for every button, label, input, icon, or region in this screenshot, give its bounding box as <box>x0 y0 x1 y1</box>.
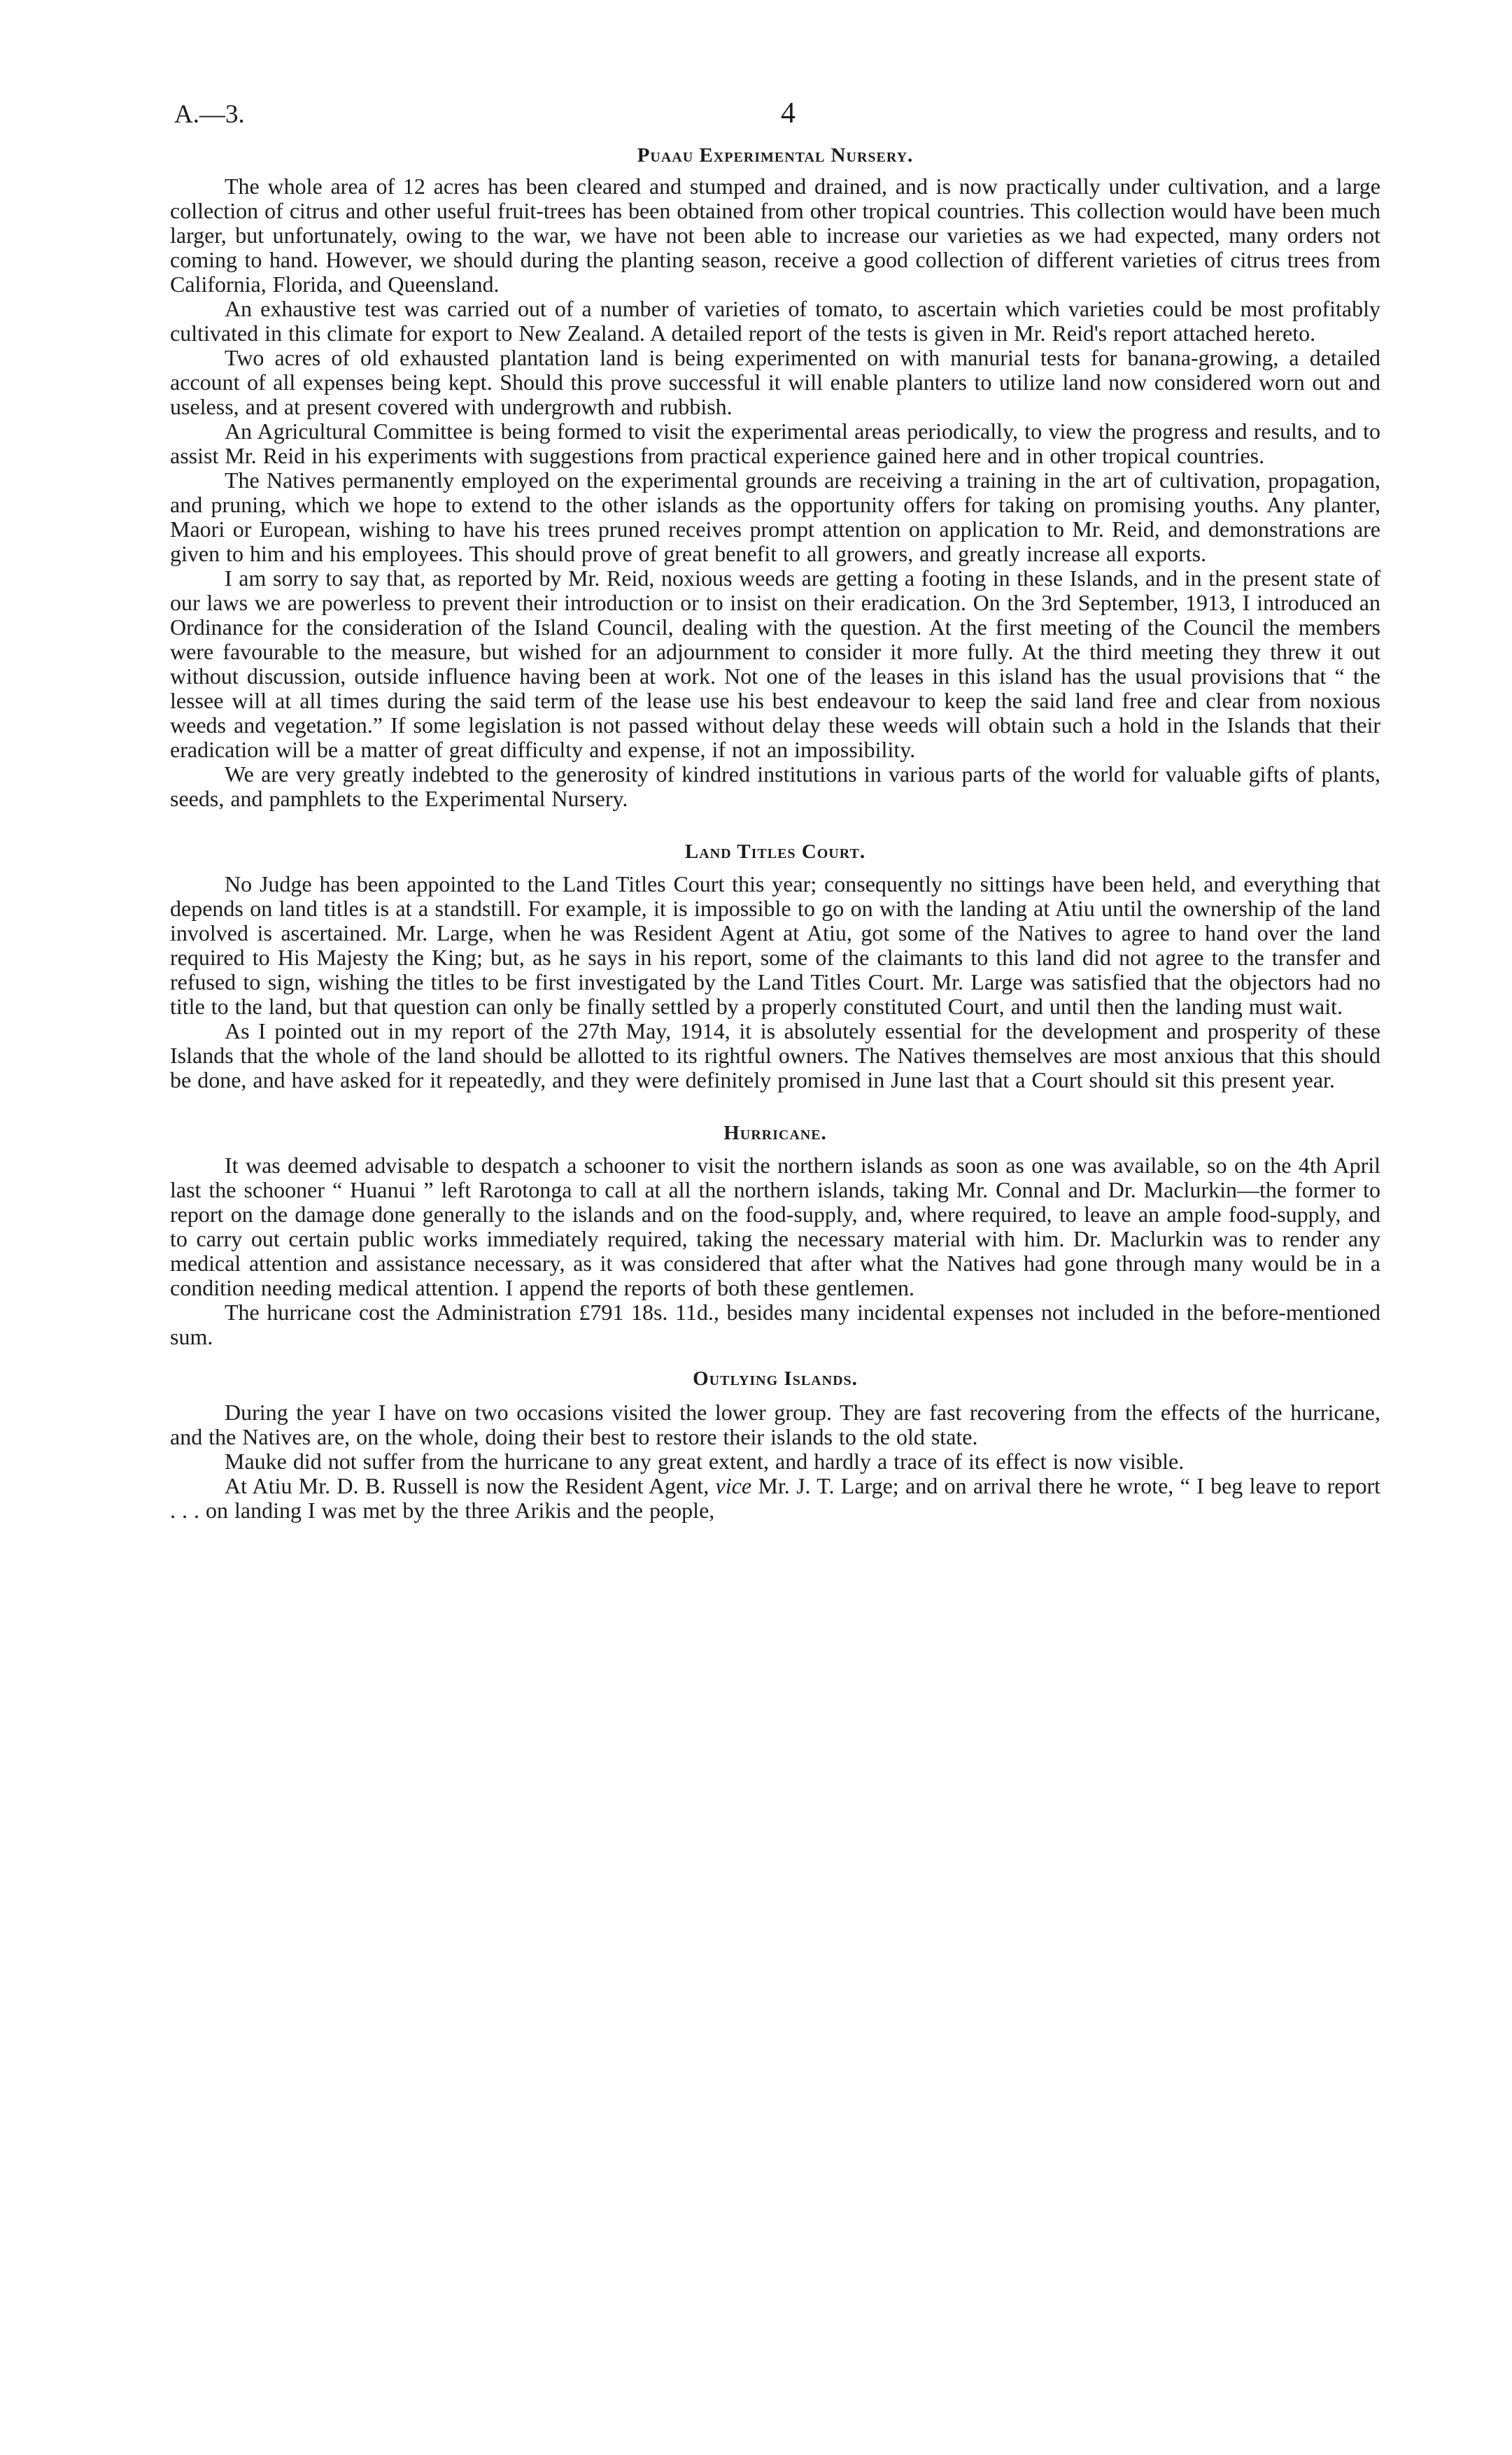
document-reference: A.—3. <box>174 100 245 129</box>
paragraph: An exhaustive test was carried out of a number of varieties of tomato, to ascertain which varieties could be most profitably cultivated in this climate for export to New Zealand. A detailed report of the tests is given in Mr. Reid's report attached hereto. <box>170 296 1380 346</box>
paragraph: No Judge has been appointed to the Land Titles Court this year; consequently no sittings have been held, and everything that depends on land titles is at a standstill. For example, it is impossible to go on with the landing at Atiu until the ownership of the land involved is ascertained. Mr. Large, when he was Resident Agent at Atiu, got some of the Natives to agree to hand over the land required to His Majesty the King; but, as he says in his report, some of the claimants to this land did not agree to the transfer and refused to sign, wishing the titles to be first investigated by the Land Titles Court. Mr. Large was satisfied that the objectors had no title to the land, but that question can only be finally settled by a properly constituted Court, and until then the landing must wait. <box>170 871 1380 1019</box>
section-title: Land Titles Court. <box>684 840 866 863</box>
section-title: Hurricane. <box>723 1122 827 1144</box>
paragraph: The whole area of 12 acres has been cleared and stumped and drained, and is now practically under cultivation, and a large collection of citrus and other useful fruit-trees has been obtained from other tropical countries. This collection would have been much larger, but unfortunately, owing to the war, we have not been able to increase our varieties as we had expected, many orders not coming to hand. However, we should during the planting season, receive a good collection of different varieties of citrus trees from California, Florida, and Queensland. <box>170 174 1380 297</box>
paragraph: I am sorry to say that, as reported by Mr. Reid, noxious weeds are getting a footing in these Islands, and in the present state of our laws we are powerless to prevent their introduction or to insist on their eradication. On the 3rd September, 1913, I introduced an Ordinance for the consideration of the Island Council, dealing with the question. At the first meeting of the Council the members were favourable to the measure, but wished for an adjournment to consider it more fully. At the third meeting they threw it out without discussion, outside influence having been at work. Not one of the leases in this island has the usual provisions that “ the lessee will at all times during the said term of the lease use his best endeavour to keep the said land free and clear from noxious weeds and vegetation.” If some legislation is not passed without delay these weeds will obtain such a hold in the Islands that their eradication will be a matter of great difficulty and expense, if not an impossibility. <box>170 565 1380 762</box>
paragraph: An Agricultural Committee is being formed to visit the experimental areas periodically, to view the progress and results, and to assist Mr. Reid in his experiments with suggestions from practical experience gained here and in other tropical countries. <box>170 418 1380 468</box>
paragraph: During the year I have on two occasions visited the lower group. They are fast recovering from the effects of the hurricane, and the Natives are, on the whole, doing their best to restore their islands to the old state. <box>170 1400 1380 1449</box>
italic-text: vice <box>715 1473 752 1498</box>
document-page <box>170 84 1380 1523</box>
page-header <box>170 84 1380 140</box>
text-run: Mr. J. T. Large; and on arrival there he wrote, “ I beg leave to report . . . on landing I was met by the three Arikis and the people, <box>170 1473 1381 1523</box>
section-hurricane <box>170 1122 1380 1349</box>
paragraph-continued <box>170 1474 1380 1523</box>
text-run: At Atiu Mr. D. B. Russell is now the Resident Agent, <box>225 1473 709 1498</box>
paragraph: The Natives permanently employed on the experimental grounds are receiving a training in the art of cultivation, propagation, and pruning, which we hope to extend to the other islands as the opportunity offers for taking on promising youths. Any planter, Maori or European, wishing to have his trees pruned receives prompt attention on application to Mr. Reid, and demonstrations are given to him and his employees. This should prove of great benefit to all growers, and greatly increase all exports. <box>170 467 1380 566</box>
paragraph: Two acres of old exhausted plantation land is being experimented on with manurial tests for banana-growing, a detailed account of all expenses being kept. Should this prove successful it will enable planters to utilize land now considered worn out and useless, and at present covered with undergrowth and rubbish. <box>170 345 1380 419</box>
paragraph: As I pointed out in my report of the 27th May, 1914, it is absolutely essential for the development and prosperity of these Islands that the whole of the land should be allotted to its rightful owners. The Natives themselves are most anxious that this should be done, and have asked for it repeatedly, and they were definitely promised in June last that a Court should sit this present year. <box>170 1018 1380 1092</box>
section-puaau-experimental-nursery <box>170 144 1380 811</box>
paragraph: The hurricane cost the Administration £791 18s. 11d., besides many incidental expenses not included in the before-mentioned sum. <box>170 1300 1380 1349</box>
paragraph: Mauke did not suffer from the hurricane to any great extent, and hardly a trace of its effect is now visible. <box>225 1449 1185 1474</box>
section-land-titles-court <box>170 840 1380 1092</box>
page-number: 4 <box>781 97 796 129</box>
section-title: Outlying Islands. <box>693 1367 858 1390</box>
section-outlying-islands <box>170 1367 1380 1523</box>
paragraph: We are very greatly indebted to the generosity of kindred institutions in various parts of the world for valuable gifts of plants, seeds, and pamphlets to the Experimental Nursery. <box>170 761 1380 811</box>
paragraph: It was deemed advisable to despatch a schooner to visit the northern islands as soon as one was available, so on the 4th April last the schooner “ Huanui ” left Rarotonga to call at all the northern islands, taking Mr. Connal and Dr. Maclurkin—the former to report on the damage done generally to the islands and on the food-supply, and, where required, to leave an ample food-supply, and to carry out certain public works immediately required, taking the necessary material with him. Dr. Maclurkin was to render any medical attention and assistance necessary, as it was considered that after what the Natives had gone through many would be in a condition needing medical attention. I append the reports of both these gentlemen. <box>170 1153 1380 1300</box>
section-title: Puaau Experimental Nursery. <box>637 144 914 167</box>
